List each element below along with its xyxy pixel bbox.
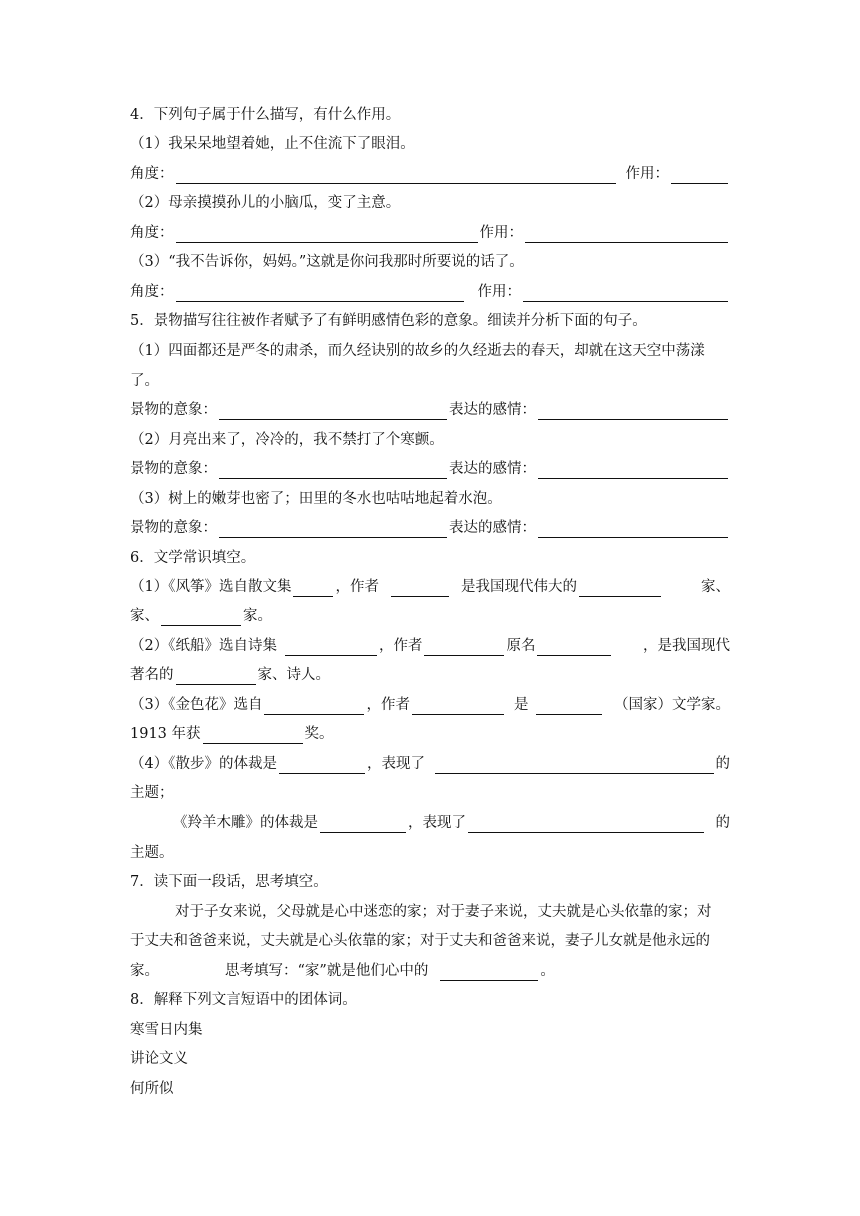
q6-text: 1913 年获 xyxy=(130,726,201,742)
emotion-label: 表达的感情： xyxy=(449,520,536,536)
q7-passage-line-3 xyxy=(130,961,730,981)
q7-title: 7．读下面一段话，思考填空。 xyxy=(130,874,328,890)
q5-title: 5．景物描写往往被作者赋予了有鲜明感情色彩的意象。细读并分析下面的句子。 xyxy=(130,313,647,329)
q6-line-6 xyxy=(130,724,730,744)
image-blank[interactable] xyxy=(219,404,447,420)
q6-text: 家。 xyxy=(243,608,272,624)
q5-sentence-2: （2）月亮出来了，冷冷的，我不禁打了个寒颤。 xyxy=(130,432,444,448)
q6-line-5 xyxy=(130,695,730,715)
image-label: 景物的意象： xyxy=(130,461,217,477)
q6-text: 奖。 xyxy=(304,726,334,742)
q5-sentence-1-line-1: （1）四面都还是严冬的肃杀，而久经诀别的故乡的久经逝去的春天，却就在这天空中荡漾 xyxy=(130,343,705,359)
q7-text: 思考填写：“家”就是他们心中的 xyxy=(225,963,429,979)
q8-item: 寒雪日内集 xyxy=(130,1022,203,1038)
effect-label: 作用： xyxy=(477,284,521,300)
q5-answer-row-2 xyxy=(130,459,730,479)
q4-answer-row-3 xyxy=(130,282,730,302)
q6-text: ，作者 xyxy=(366,697,410,713)
q6-line-2 xyxy=(130,606,730,626)
fill-blank[interactable] xyxy=(285,640,377,656)
q6-text: ，是我国现代 xyxy=(643,638,730,654)
fill-blank[interactable] xyxy=(468,817,704,833)
q6-text: （1）《风筝》选自散文集 xyxy=(130,579,292,595)
angle-label: 角度： xyxy=(130,225,174,241)
q6-line-1 xyxy=(130,577,730,597)
image-blank[interactable] xyxy=(219,463,447,479)
q6-text: 家、 xyxy=(130,608,159,624)
fill-blank[interactable] xyxy=(579,581,661,597)
q5-answer-row-1 xyxy=(130,400,730,420)
fill-blank[interactable] xyxy=(161,610,241,626)
q6-text: 的 xyxy=(715,756,730,772)
angle-blank[interactable] xyxy=(176,286,464,302)
q8-item: 讲论文义 xyxy=(130,1051,188,1067)
q4-sentence-2: （2）母亲摸摸孙儿的小脑瓜，变了主意。 xyxy=(130,195,401,211)
q7-passage-line-1: 对于子女来说，父母就是心中迷恋的家；对于妻子来说，丈夫就是心头依靠的家；对 xyxy=(175,904,712,920)
q6-text: ，作者 xyxy=(335,579,379,595)
q6-line-10: 主题。 xyxy=(130,845,174,861)
fill-blank[interactable] xyxy=(176,669,256,685)
q6-line-3 xyxy=(130,636,730,656)
q6-text: 原名 xyxy=(506,638,536,654)
q6-text: ，表现了 xyxy=(366,756,425,772)
q6-text: 家、诗人。 xyxy=(257,667,330,683)
image-label: 景物的意象： xyxy=(130,520,217,536)
q8-item: 何所似 xyxy=(130,1081,174,1097)
q4-answer-row-1 xyxy=(130,164,730,184)
emotion-blank[interactable] xyxy=(538,404,728,420)
effect-label: 作用： xyxy=(479,225,523,241)
q6-text: ，表现了 xyxy=(408,815,466,831)
emotion-label: 表达的感情： xyxy=(449,402,536,418)
q5-sentence-3: （3）树上的嫩芽也密了；田里的冬水也咕咕地起着水泡。 xyxy=(130,491,502,507)
q7-passage-line-2: 于丈夫和爸爸来说，丈夫就是心头依靠的家；对于丈夫和爸爸来说，妻子儿女就是他永远的 xyxy=(130,933,710,949)
q5-answer-row-3 xyxy=(130,518,730,538)
q6-text: 的 xyxy=(715,815,730,831)
fill-blank[interactable] xyxy=(320,817,406,833)
q6-line-8: 主题； xyxy=(130,785,174,801)
fill-blank[interactable] xyxy=(435,758,714,774)
effect-label: 作用： xyxy=(625,166,669,182)
q6-title: 6．文学常识填空。 xyxy=(130,550,256,566)
emotion-blank[interactable] xyxy=(538,522,728,538)
emotion-blank[interactable] xyxy=(538,463,728,479)
q6-line-7 xyxy=(130,754,730,774)
emotion-label: 表达的感情： xyxy=(449,461,536,477)
fill-blank[interactable] xyxy=(264,699,364,715)
fill-blank[interactable] xyxy=(203,728,303,744)
fill-blank[interactable] xyxy=(293,581,333,597)
fill-blank[interactable] xyxy=(424,640,504,656)
angle-label: 角度： xyxy=(130,284,174,300)
q6-text: 是 xyxy=(513,697,529,713)
q6-text: 是我国现代伟大的 xyxy=(460,579,577,595)
q6-text: ，作者 xyxy=(378,638,423,654)
angle-label: 角度： xyxy=(130,166,174,182)
effect-blank[interactable] xyxy=(525,227,728,243)
image-blank[interactable] xyxy=(219,522,447,538)
q6-text: （3）《金色花》选自 xyxy=(130,697,263,713)
q6-text: 《羚羊木雕》的体裁是 xyxy=(173,815,318,831)
angle-blank[interactable] xyxy=(176,168,616,184)
q4-answer-row-2 xyxy=(130,223,730,243)
fill-blank[interactable] xyxy=(537,640,611,656)
q5-sentence-1-line-2: 了。 xyxy=(130,373,159,389)
fill-blank[interactable] xyxy=(412,699,504,715)
q6-line-4 xyxy=(130,665,730,685)
q4-title: 4．下列句子属于什么描写，有什么作用。 xyxy=(130,107,401,123)
q7-text: 。 xyxy=(540,963,555,979)
q6-text: 家、 xyxy=(701,579,730,595)
q4-sentence-1: （1）我呆呆地望着她，止不住流下了眼泪。 xyxy=(130,136,415,152)
fill-blank[interactable] xyxy=(391,581,449,597)
q6-text: （国家）文学家。 xyxy=(614,697,730,713)
effect-blank[interactable] xyxy=(523,286,728,302)
q6-text: （4）《散步》的体裁是 xyxy=(130,756,277,772)
q6-text: （2）《纸船》选自诗集 xyxy=(130,638,277,654)
q6-line-9 xyxy=(130,813,730,833)
q8-title: 8．解释下列文言短语中的团体词。 xyxy=(130,992,357,1008)
fill-blank[interactable] xyxy=(279,758,365,774)
q7-text: 家。 xyxy=(130,963,159,979)
q6-text: 著名的 xyxy=(130,667,174,683)
image-label: 景物的意象： xyxy=(130,402,217,418)
home-blank[interactable] xyxy=(440,965,538,981)
fill-blank[interactable] xyxy=(536,699,602,715)
q4-sentence-3: （3）“我不告诉你，妈妈。”这就是你问我那时所要说的话了。 xyxy=(130,254,524,270)
effect-blank[interactable] xyxy=(671,168,728,184)
angle-blank[interactable] xyxy=(176,227,478,243)
